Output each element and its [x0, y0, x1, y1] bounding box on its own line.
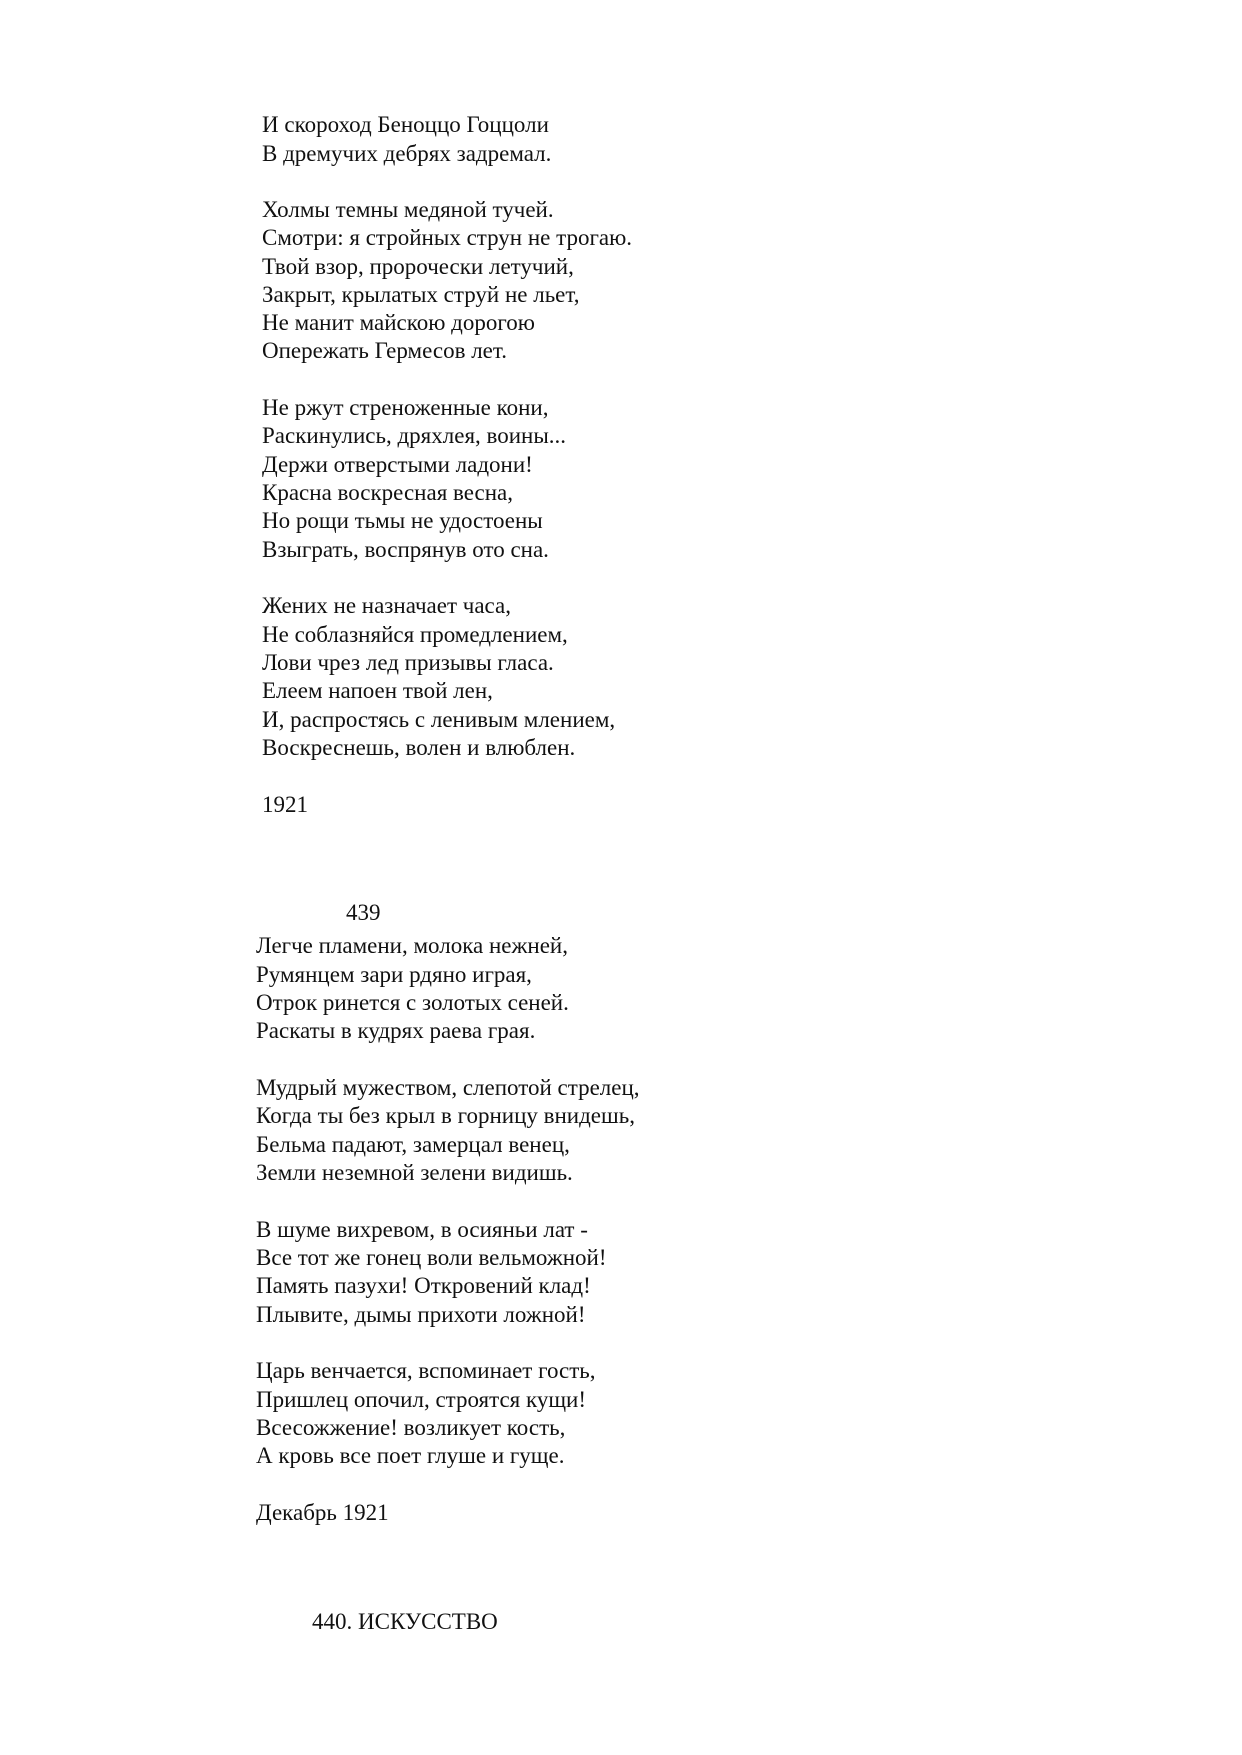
verse-line: Бельма падают, замерцал венец, [256, 1132, 570, 1157]
verse-line: Отрок ринется с золотых сеней. [256, 990, 569, 1015]
verse-line: Не соблазняйся промедлением, [262, 622, 568, 647]
verse-line: Пришлец опочил, строятся кущи! [256, 1387, 587, 1412]
verse-line: Но рощи тьмы не удостоены [262, 508, 543, 533]
verse-line: Мудрый мужеством, слепотой стрелец, [256, 1075, 640, 1100]
poem-date: 1921 [262, 792, 308, 817]
verse-line: Царь венчается, вспоминает гость, [256, 1358, 596, 1383]
verse-line: Держи отверстыми ладони! [262, 452, 533, 477]
verse-line: Жених не назначает часа, [262, 593, 511, 618]
verse-line: Не манит майскою дорогою [262, 310, 535, 335]
verse-line: Твой взор, пророчески летучий, [262, 254, 574, 279]
verse-line: Когда ты без крыл в горницу внидешь, [256, 1103, 635, 1128]
verse-line: А кровь все поет глуше и гуще. [256, 1443, 565, 1468]
poem-number: 439 [346, 900, 381, 925]
verse-line: Холмы темны медяной тучей. [262, 197, 554, 222]
verse-line: Земли неземной зелени видишь. [256, 1160, 573, 1185]
verse-line: Плывите, дымы прихоти ложной! [256, 1302, 586, 1327]
verse-line: Взыграть, воспрянув ото сна. [262, 537, 549, 562]
verse-line: Лови чрез лед призывы гласа. [262, 650, 554, 675]
verse-line: Легче пламени, молока нежней, [256, 933, 568, 958]
verse-line: Закрыт, крылатых струй не льет, [262, 282, 580, 307]
verse-line: Всесожжение! возликует кость, [256, 1415, 566, 1440]
verse-line: Воскреснешь, волен и влюблен. [262, 735, 576, 760]
verse-line: Румянцем зари рдяно играя, [256, 962, 532, 987]
verse-line: Елеем напоен твой лен, [262, 678, 493, 703]
verse-line: Красна воскресная весна, [262, 480, 514, 505]
poem-date: Декабрь 1921 [256, 1500, 389, 1525]
verse-line: Опережать Гермесов лет. [262, 338, 507, 363]
verse-line: Не ржут стреноженные кони, [262, 395, 549, 420]
verse-line: В шуме вихревом, в осияньи лат - [256, 1217, 588, 1242]
verse-line: В дремучих дебрях задремал. [262, 141, 552, 166]
verse-line: И скороход Беноццо Гоццоли [262, 112, 549, 137]
verse-line: Все тот же гонец воли вельможной! [256, 1245, 607, 1270]
verse-line: Смотри: я стройных струн не трогаю. [262, 225, 633, 250]
poem-heading: 440. ИСКУССТВО [312, 1609, 498, 1634]
verse-line: Раскаты в кудрях раева грая. [256, 1018, 536, 1043]
verse-line: Память пазухи! Откровений клад! [256, 1273, 591, 1298]
verse-line: И, распростясь с ленивым млением, [262, 707, 616, 732]
verse-line: Раскинулись, дряхлея, воины... [262, 423, 567, 448]
